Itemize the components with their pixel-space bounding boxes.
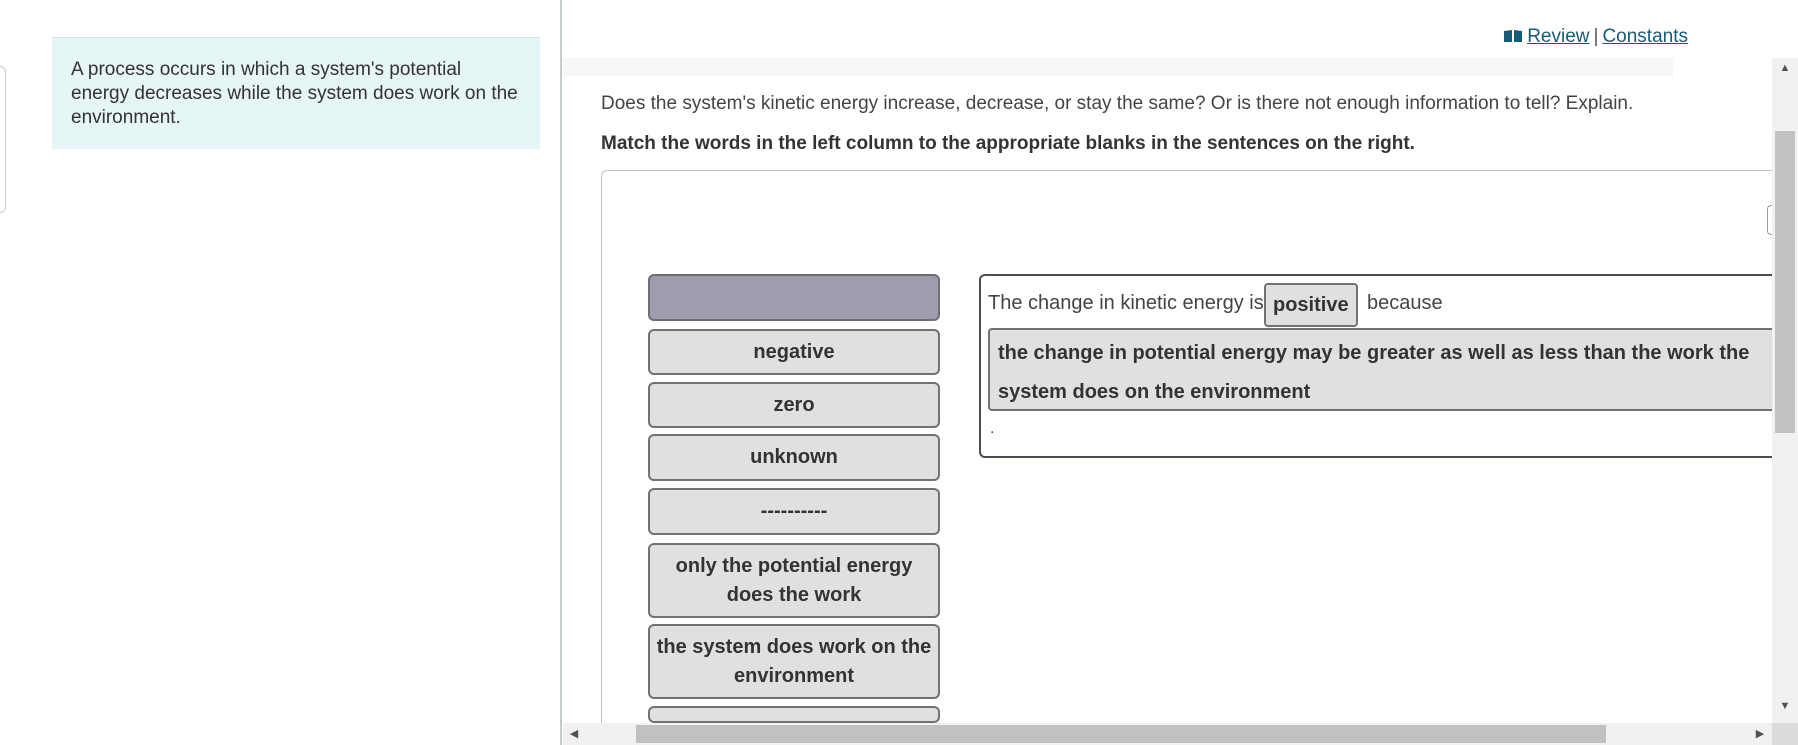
instruction-text: Match the words in the left column to the appropriate blanks in the sentences on the right. — [601, 133, 1415, 154]
scroll-up-icon[interactable]: ▲ — [1779, 62, 1791, 74]
blank-reason-text: the change in potential energy may be greater as well as less than the work the system does on the environment — [998, 342, 1750, 403]
scroll-left-icon[interactable]: ◀ — [569, 728, 579, 740]
word-tile-partial[interactable] — [648, 706, 940, 723]
blank-reason[interactable] — [988, 328, 1788, 411]
panel-divider[interactable] — [560, 0, 562, 745]
header-links — [1503, 26, 1688, 48]
word-tile-unknown[interactable]: unknown — [648, 434, 940, 481]
scrollbar-corner — [1772, 723, 1798, 745]
link-separator: | — [1593, 26, 1599, 47]
intro-panel — [52, 37, 540, 149]
scroll-right-icon[interactable]: ▶ — [1755, 728, 1765, 740]
word-tile-empty — [648, 274, 940, 321]
sentence-text-because: because — [1367, 292, 1443, 314]
intro-text: A process occurs in which a system's potential energy decreases while the system does work on the environment. — [71, 59, 518, 128]
vertical-scroll-thumb[interactable] — [1775, 131, 1795, 433]
word-tile-dashes[interactable]: ---------- — [648, 488, 940, 535]
word-tile-system-does-work[interactable]: the system does work on the environment — [648, 624, 940, 699]
word-tile-only-potential-energy[interactable]: only the potential energy does the work — [648, 543, 940, 618]
constants-link[interactable]: Constants — [1602, 26, 1688, 47]
review-link[interactable]: Review — [1527, 26, 1590, 47]
blank-kinetic-energy-change[interactable]: positive — [1264, 283, 1358, 327]
sentence-text-start: The change in kinetic energy is — [988, 292, 1264, 314]
book-icon — [1503, 29, 1523, 43]
question-prompt: Does the system's kinetic energy increase, decrease, or stay the same? Or is there not enough information to tell? Explain. — [601, 93, 1634, 114]
scroll-down-icon[interactable]: ▼ — [1779, 700, 1791, 712]
word-tile-negative[interactable]: negative — [648, 329, 940, 375]
horizontal-scroll-thumb[interactable] — [636, 725, 1606, 743]
left-panel-edge — [0, 66, 6, 213]
sentence-period: . — [990, 420, 995, 437]
word-tile-zero[interactable]: zero — [648, 382, 940, 428]
toolbar-strip — [563, 58, 1673, 76]
